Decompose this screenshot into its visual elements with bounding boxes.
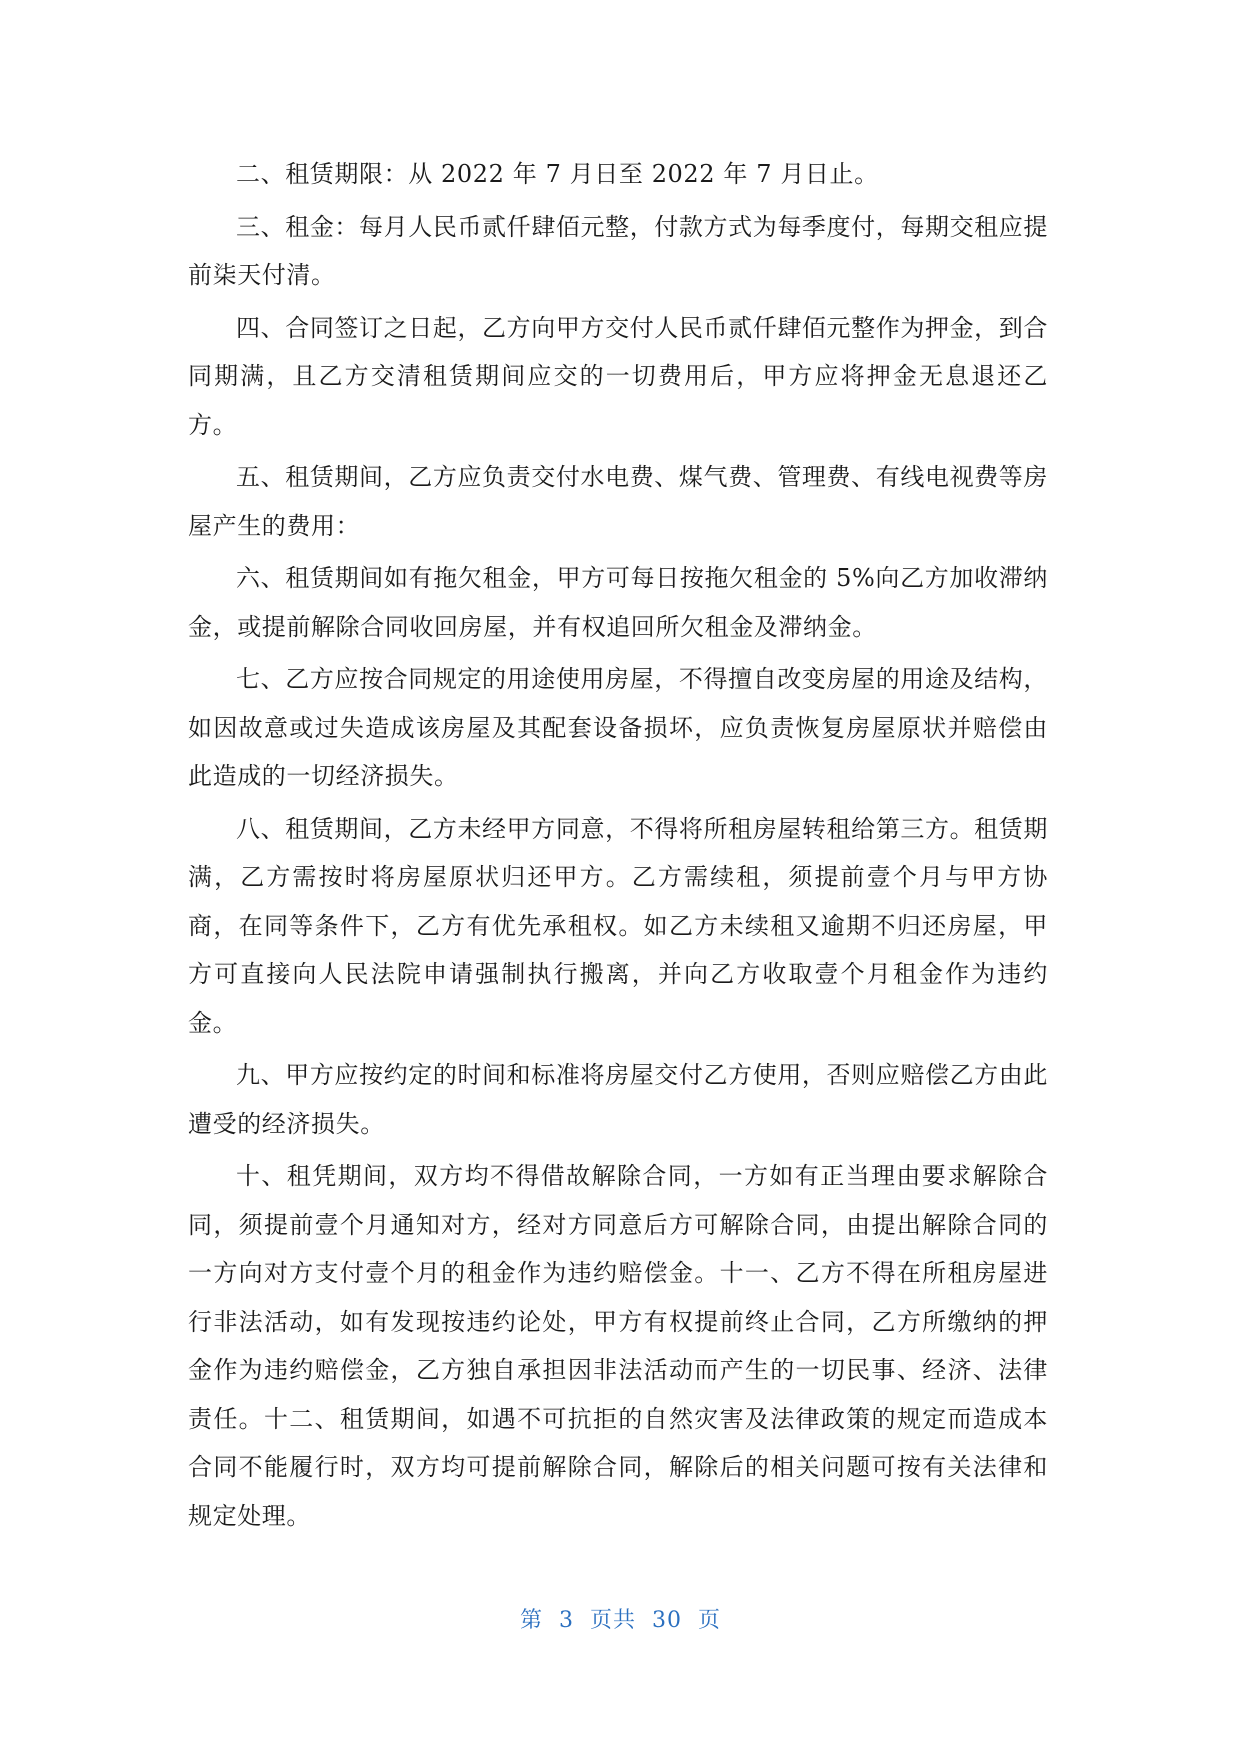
footer-current-page: 3	[558, 1608, 574, 1633]
clause-7-usage: 七、乙方应按合同规定的用途使用房屋，不得擅自改变房屋的用途及结构，如因故意或过失造成该房屋及其配套设备损坏，应负责恢复房屋原状并赔偿由此造成的一切经济损失。	[188, 665, 1048, 790]
footer-ye: 页	[698, 1608, 722, 1633]
clause-9-delivery: 九、甲方应按约定的时间和标准将房屋交付乙方使用，否则应赔偿乙方由此遭受的经济损失。	[188, 1061, 1048, 1138]
contract-body	[188, 150, 1048, 1544]
clause-5-fees: 五、租赁期间，乙方应负责交付水电费、煤气费、管理费、有线电视费等房屋产生的费用：	[188, 463, 1048, 540]
clause-3-rent: 三、租金：每月人民币贰仟肆佰元整，付款方式为每季度付，每期交租应提前柒天付清。	[188, 212, 1048, 289]
clause-4-deposit: 四、合同签订之日起，乙方向甲方交付人民币贰仟肆佰元整作为押金，到合同期满，且乙方交清租赁期间应交的一切费用后，甲方应将押金无息退还乙方。	[188, 313, 1048, 439]
clause-8-sublease: 八、租赁期间，乙方未经甲方同意，不得将所租房屋转租给第三方。租赁期满，乙方需按时将房屋原状归还甲方。乙方需续租，须提前壹个月与甲方协商，在同等条件下，乙方有优先承租权。如乙方未续租又逾期不归还房屋，甲方可直接向人民法院申请强制执行搬离，并向乙方收取壹个月租金作为违约金。	[188, 814, 1048, 1037]
clause-6-late-payment: 六、租赁期间如有拖欠租金，甲方可每日按拖欠租金的 5%向乙方加收滞纳金，或提前解除合同收回房屋，并有权追回所欠租金及滞纳金。	[188, 564, 1048, 641]
footer-ye-gong: 页共	[589, 1608, 636, 1633]
clause-2-lease-term: 二、租赁期限：从 2022 年 7 月日至 2022 年 7 月日止。	[236, 160, 879, 188]
footer-di: 第	[519, 1608, 543, 1633]
clause-10-12-termination: 十、租凭期间，双方均不得借故解除合同，一方如有正当理由要求解除合同，须提前壹个月通知对方，经对方同意后方可解除合同，由提出解除合同的一方向对方支付壹个月的租金作为违约赔偿金。十一、乙方不得在所租房屋进行非法活动，如有发现按违约论处，甲方有权提前终止合同，乙方所缴纳的押金作为违约赔偿金，乙方独自承担因非法活动而产生的一切民事、经济、法律责任。十二、租赁期间，如遇不可抗拒的自然灾害及法律政策的规定而造成本合同不能履行时，双方均可提前解除合同，解除后的相关问题可按有关法律和规定处理。	[188, 1162, 1048, 1530]
footer-total-pages: 30	[652, 1608, 682, 1633]
page-footer	[0, 1603, 1241, 1634]
